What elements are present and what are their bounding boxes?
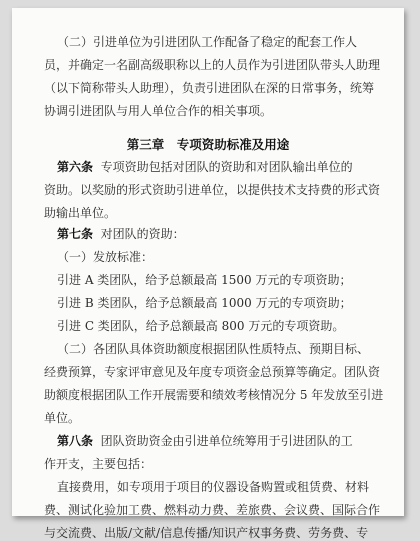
article-8-first-line	[57, 433, 353, 449]
paragraph-line: 助输出单位。	[44, 206, 117, 220]
paragraph-line: 助额度根据团队工作开展需要和绩效考核情况分 5 年发放至引进	[44, 388, 384, 402]
article-8-text: 团队资助资金由引进单位统筹用于引进团队的工	[100, 434, 353, 448]
paragraph-line: 资助。以奖励的形式资助引进单位，以提供技术支持费的形式资	[44, 183, 381, 197]
paragraph-line: （二）各团队具体资助额度根据团队性质特点、预期目标、	[57, 342, 370, 356]
paragraph-line: 单位。	[44, 411, 81, 425]
article-8-label: 第八条	[57, 434, 94, 448]
chapter-title: 第三章 专项资助标准及用途	[126, 137, 290, 152]
document-page	[12, 8, 404, 540]
item-heading: （一）发放标准：	[57, 250, 154, 264]
standard-line: 引进 A 类团队，给予总额最高 1500 万元的专项资助；	[57, 273, 352, 287]
standard-line: 引进 C 类团队，给予总额最高 800 万元的专项资助。	[57, 319, 345, 333]
paragraph-line: 直接费用，如专项用于项目的仪器设备购置或租赁费、材料	[57, 480, 370, 494]
article-6-first-line	[57, 159, 353, 175]
paragraph-line: 协调引进团队与用人单位合作的相关事项。	[44, 104, 273, 118]
paragraph-line: （以下简称带头人助理），负责引进团队在深的日常事务，统筹	[44, 81, 375, 95]
paragraph-line: 员，并确定一名副高级职称以上的人员作为引进团队带头人助理	[44, 58, 381, 72]
paragraph-line: （二）引进单位为引进团队工作配备了稳定的配套工作人	[57, 35, 358, 49]
article-7-label: 第七条	[57, 227, 94, 241]
article-6-text: 专项资助包括对团队的资助和对团队输出单位的	[100, 160, 353, 174]
article-7-first-line	[57, 226, 185, 242]
article-6-label: 第六条	[57, 160, 94, 174]
standard-line: 引进 B 类团队，给予总额最高 1000 万元的专项资助；	[57, 296, 352, 310]
article-7-text: 对团队的资助：	[100, 227, 185, 241]
paragraph-line: 经费预算，专家评审意见及年度专项资金总预算等确定。团队资	[44, 365, 381, 379]
paragraph-line: 作开支，主要包括：	[44, 457, 153, 471]
paragraph-line: 费、测试化验加工费、燃料动力费、差旅费、会议费、国际合作	[44, 503, 381, 517]
paragraph-line: 与交流费、出版/文献/信息传播/知识产权事务费、劳务费、专	[44, 526, 369, 540]
